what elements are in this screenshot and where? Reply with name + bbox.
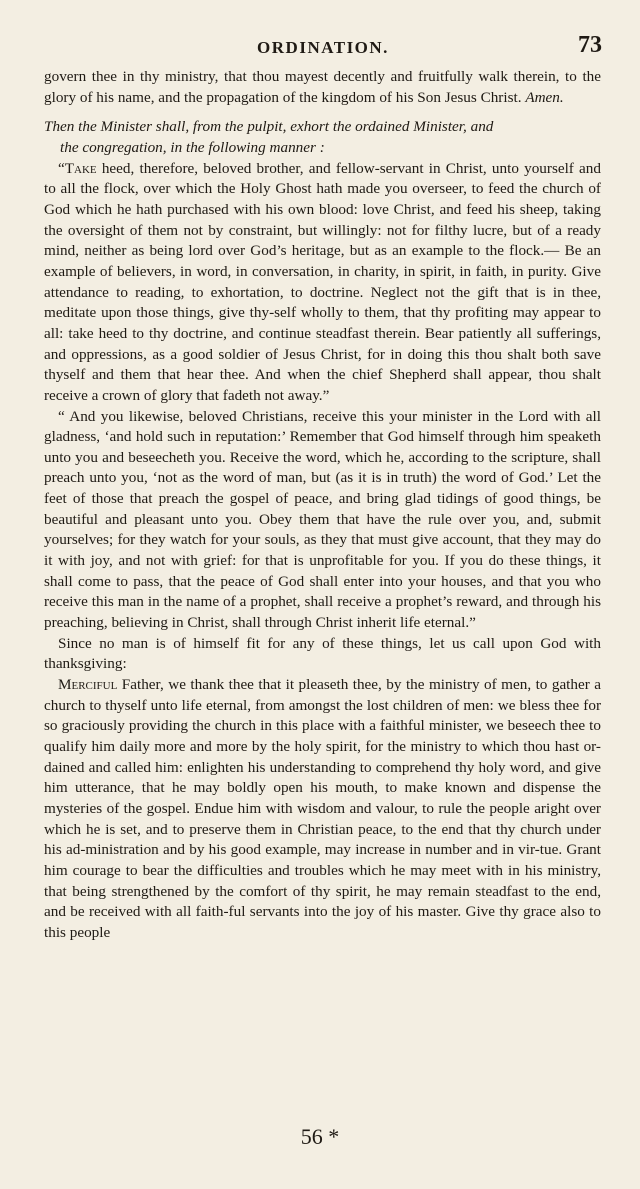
amen: Amen. xyxy=(525,88,564,106)
running-head: ORDINATION. xyxy=(257,38,389,57)
thanksgiving-intro: Since no man is of himself fit for any of these things, let us call upon God with thanksgiving: xyxy=(44,634,601,673)
exhortation-lead-word: Take xyxy=(64,159,97,177)
page-header xyxy=(44,32,602,68)
page-number: 73 xyxy=(578,32,602,58)
prayer-lead-word: Merciful xyxy=(58,676,118,694)
exhortation-minister-text: heed, therefore, beloved brother, and fellow-servant in Christ, unto yourself and to all the flock, over which the Holy Ghost hath made you overseer, to feed the church of God which he hath purchased with his own blood: love Christ, and feed his sheep, taking the oversight of them not by constraint, but willingly: not for filthy lucre, but of a ready mind, neither as being lord over God’s heritage, but as an example to the flock.— Be an example of believers, in word, in conversation, in charity, in spirit, in faith, in purity. Give attendance to reading, to exhortation, to doctrine. Neglect not the gift that is in thee, meditate upon those things, give thy-self wholly to them, that thy profiting may appear to all: take heed to thy doctrine, and continue steadfast therein. Bear patiently all sufferings, and oppressions, as a good soldier of Jesus Christ, for in doing this thou shalt both save thyself and them that hear thee. And when the chief Shepherd shall appear, thou shalt receive a crown of glory that fadeth not away.” xyxy=(44,159,601,404)
rubric-line-1: Then the Minister shall, from the pulpit, exhort the ordained Minister, and xyxy=(44,118,494,136)
page-body xyxy=(44,67,601,944)
exhortation-congregation: “ And you likewise, beloved Christians, receive this your minister in the Lord with all gladness, ‘and hold such in reputation:’ Remember that God himself through him speaketh unto you and beseecheth you. Receive the word, which he, according to the scripture, shall preach unto you, ‘not as the word of man, but (as it is in truth) the word of God.’ Let the feet of those that preach the gospel of peace, and bring glad tidings of good things, be beautiful and pleasant unto you. Obey them that have the rule over you, and, submit yourselves; for they watch for your souls, as they that must give account, that they may do it with joy, and not with grief: for that is unprofitable for you. If you do these things, it shall come to pass, that the peace of God shall enter into your houses, and that you who receive this man in the name of a prophet, shall receive a prophet’s reward, and through his preaching, believing in Christ, shall through Christ inherit life eternal.” xyxy=(44,407,601,632)
prayer-text: Father, we thank thee that it pleaseth thee, by the ministry of men, to gather a church to thyself unto life eternal, from amongst the lost children of men: we bless thee for so graciously providing the church in this place with a faithful minister, we beseech thee to qualify him daily more and more by the holy spirit, for the ministry to which thou hast or-dained and called him: enlighten his understanding to comprehend thy holy word, and give him utterance, that he may boldly open his mouth, to make known and dispense the mysteries of the gospel. Endue him with wisdom and valour, to rule the people aright over which he is set, and to preserve them in Christian peace, to the end that thy church under his ad-ministration and by his good example, may increase in number and in vir-tue. Grant him courage to bear the difficulties and troubles which he may meet with in his ministry, that being strengthened by the comfort of thy spirit, he may remain steadfast to the end, and be received with all faith-ful servants into the joy of his master. Give thy grace also to this people xyxy=(44,676,601,941)
signature-mark: 56 * xyxy=(300,1124,340,1149)
prayer-paragraph xyxy=(44,675,601,944)
rubric-line-2: the congregation, in the following manner : xyxy=(60,138,325,156)
rubric xyxy=(44,117,601,158)
open-quote: “ xyxy=(58,159,65,177)
opening-paragraph xyxy=(44,67,601,108)
opening-text: govern thee in thy ministry, that thou mayest decently and fruitfully walk therein, to the glory of his name, and the propagation of the kingdom of his Son Jesus Christ. xyxy=(44,68,601,106)
exhortation-minister xyxy=(44,159,601,407)
